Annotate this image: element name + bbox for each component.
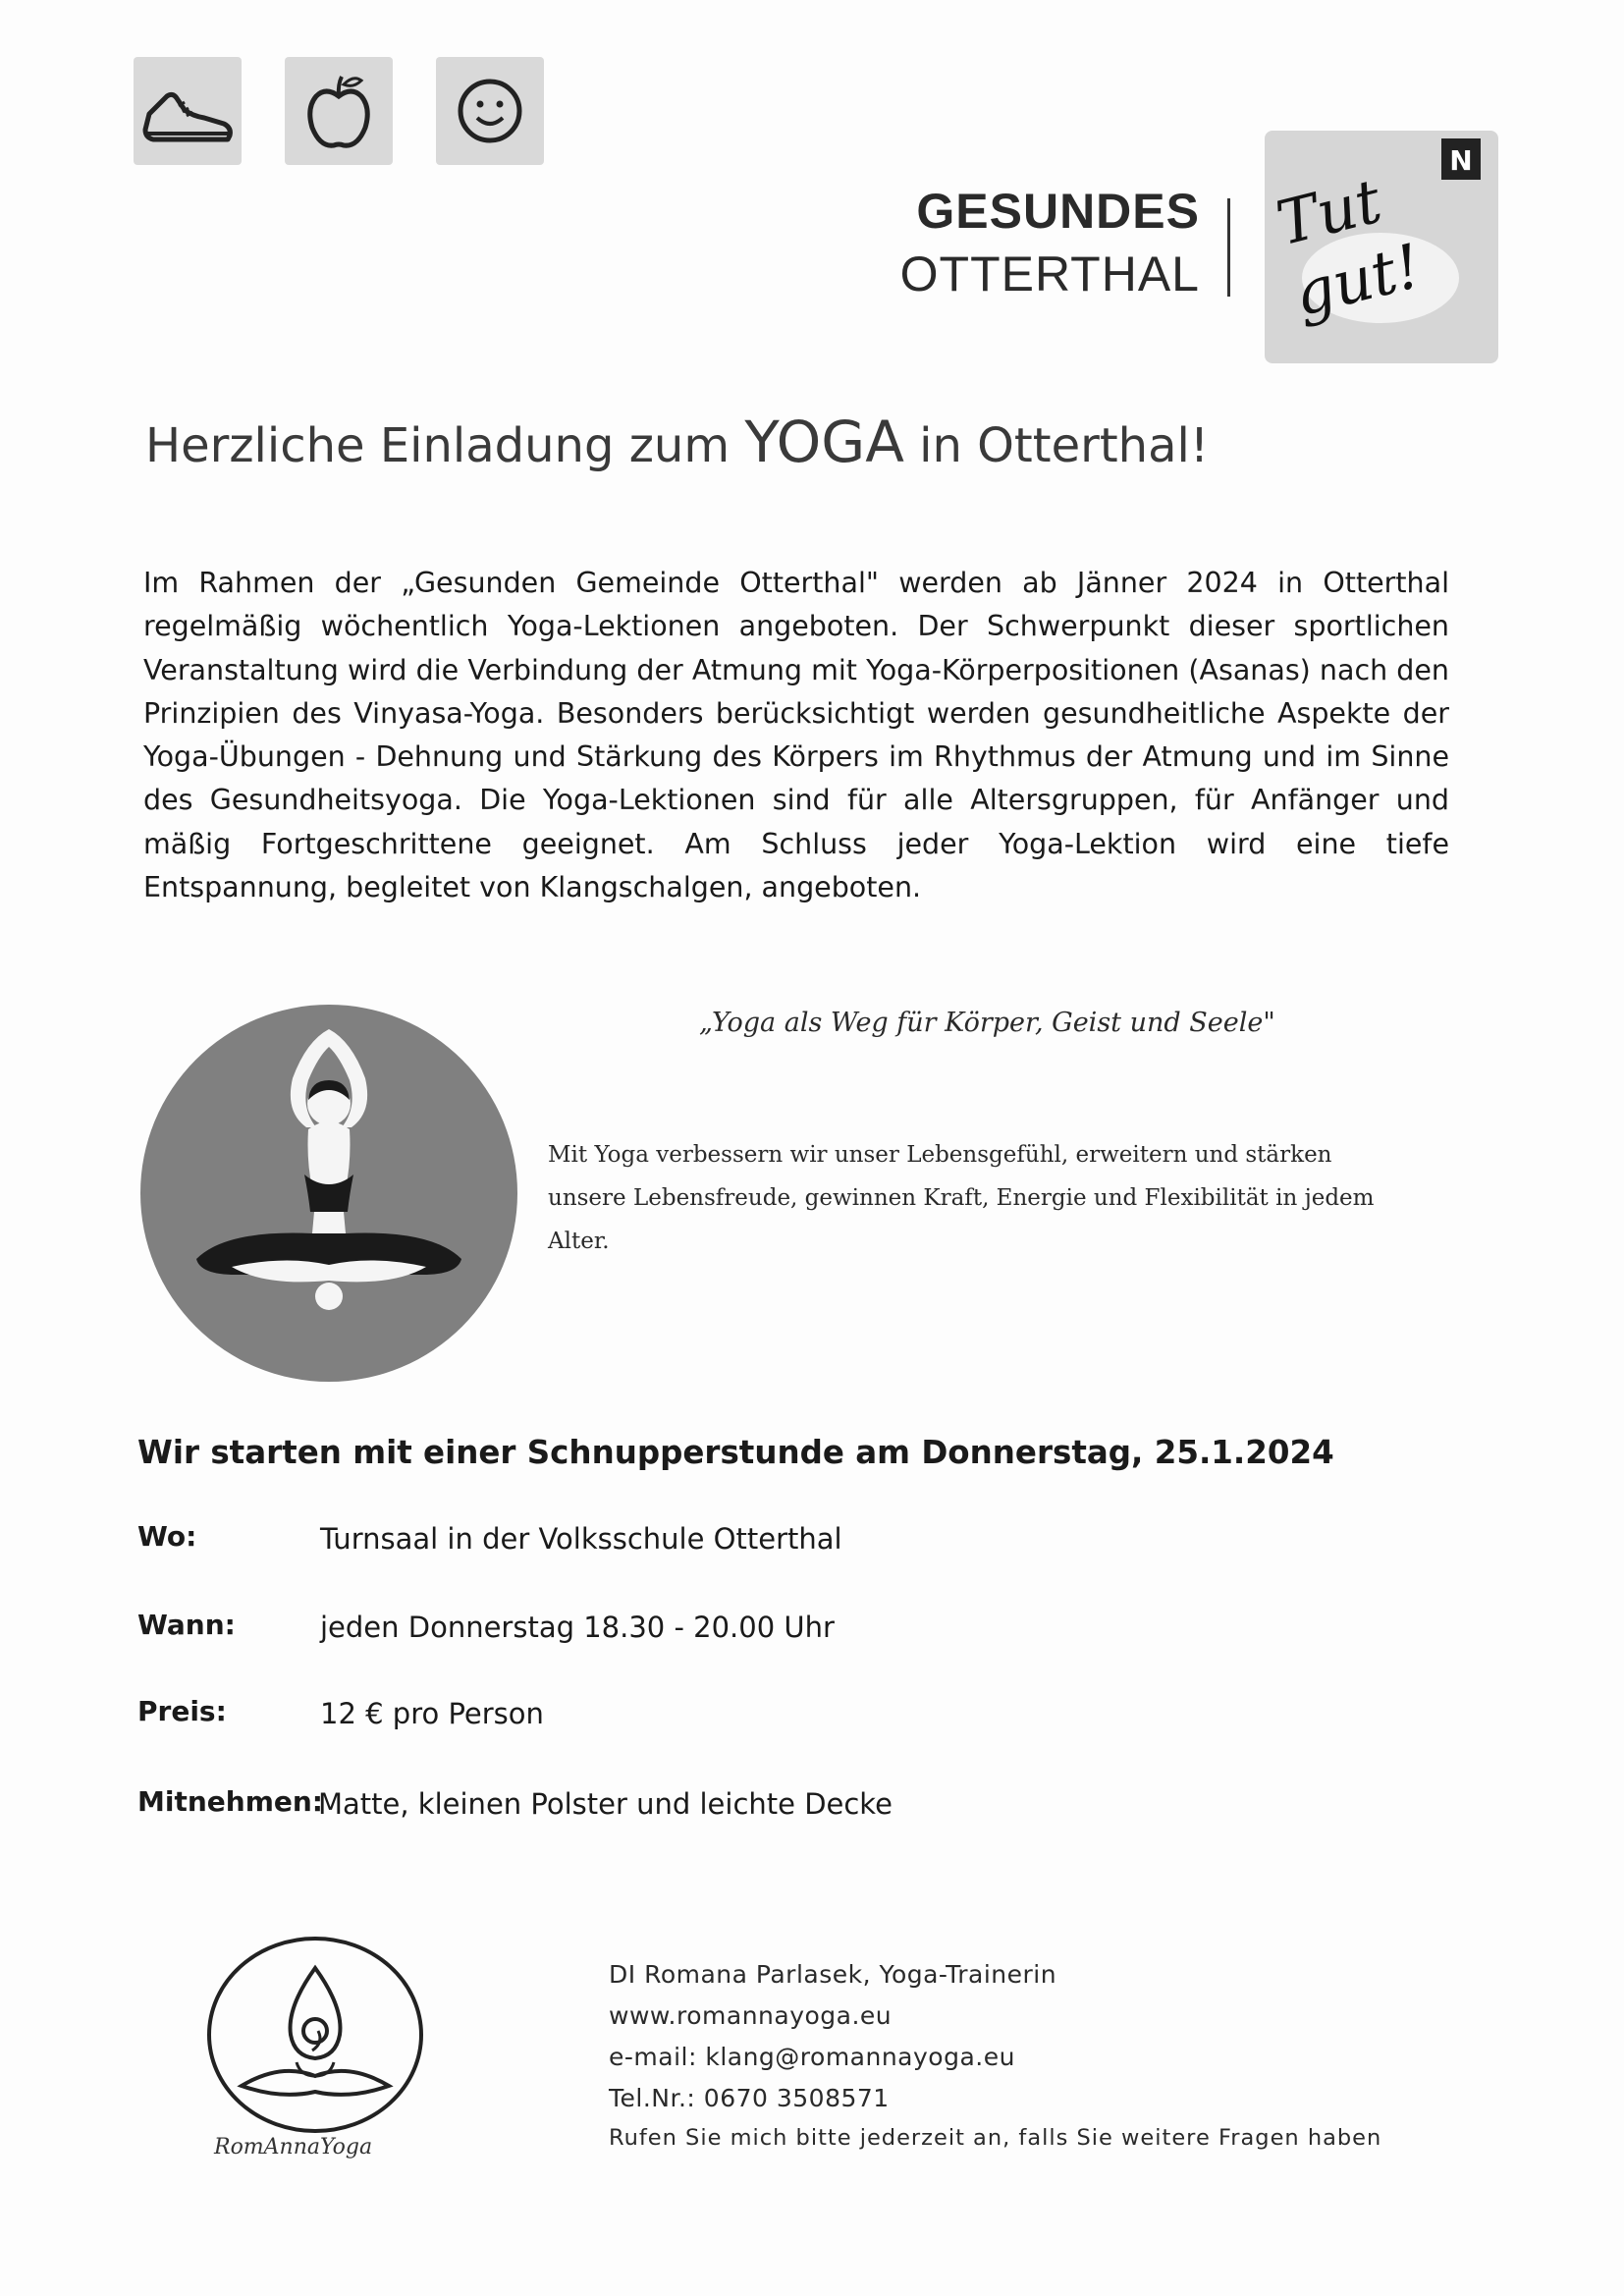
title-prefix: Herzliche Einladung zum <box>145 418 745 473</box>
contact-note: Rufen Sie mich bitte jederzeit an, falls Sie weitere Fragen haben <box>609 2125 1382 2151</box>
price-value: 12 € pro Person <box>320 1697 544 1730</box>
running-shoe-tile <box>134 57 242 165</box>
apple-icon <box>285 57 393 165</box>
yoga-pose-image <box>137 1002 520 1385</box>
contact-name: DI Romana Parlasek, Yoga-Trainerin <box>609 1960 1057 1989</box>
smiley-tile <box>436 57 544 165</box>
when-value: jeden Donnerstag 18.30 - 20.00 Uhr <box>320 1611 835 1644</box>
brand-name: RomAnnaYoga <box>214 2135 373 2159</box>
intro-paragraph: Im Rahmen der „Gesunden Gemeinde Otterthal" werden ab Jänner 2024 in Otterthal regelmäßig wöchentlich Yoga-Lektionen angeboten. Der Schwerpunkt dieser sportlichen Veranstaltung wird die Verbindung der Atmung mit Yoga-Körperpositionen (Asanas) nach den Prinzipien des Vinyasa-Yoga. Besonders berücksichtigt werden gesundheitliche Aspekte der Yoga-Übungen - Dehnung und Stärkung des Körpers im Rhythmus der Atmung und im Sinne des Gesundheitsyoga. Die Yoga-Lektionen sind für alle Altersgruppen, für Anfänger und mäßig Fortgeschrittene geeignet. Am Schluss jeder Yoga-Lektion wird eine tiefe Entspannung, begleitet von Klangschalgen, angeboten. <box>143 567 1449 904</box>
yoga-quote: „Yoga als Weg für Körper, Geist und Seele" <box>699 1008 1275 1038</box>
where-label: Wo: <box>137 1520 197 1553</box>
contact-email[interactable]: e-mail: klang@romannayoga.eu <box>609 2043 1015 2071</box>
badge-text: Tut gut! <box>1270 164 1429 331</box>
contact-phone: Tel.Nr.: 0670 3508571 <box>609 2084 890 2112</box>
start-announcement: Wir starten mit einer Schnupperstunde am Donnerstag, 25.1.2024 <box>137 1434 1334 1471</box>
contact-website[interactable]: www.romannayoga.eu <box>609 2001 893 2030</box>
page-title <box>145 409 1209 475</box>
yoga-benefits-text: Mit Yoga verbessern wir unser Lebensgefühl, erweitern und stärken unsere Lebensfreude, gewinnen Kraft, Energie und Flexibilität in jedem Alter. <box>548 1142 1375 1254</box>
title-highlight: YOGA <box>744 409 904 475</box>
logo-divider <box>1227 198 1230 297</box>
logo-line-2: OTTERTHAL <box>899 246 1200 301</box>
when-label: Wann: <box>137 1609 236 1641</box>
badge-corner-letter: N <box>1449 144 1473 177</box>
tut-gut-badge <box>1265 131 1498 363</box>
apple-tile <box>285 57 393 165</box>
logo-line-1: GESUNDES <box>916 184 1200 239</box>
running-shoe-icon <box>134 57 242 165</box>
bring-label: Mitnehmen: <box>137 1785 323 1818</box>
smiley-icon <box>436 57 544 165</box>
where-value: Turnsaal in der Volksschule Otterthal <box>320 1522 842 1556</box>
title-suffix: in Otterthal! <box>903 418 1210 473</box>
price-label: Preis: <box>137 1695 227 1727</box>
bring-value: Matte, kleinen Polster und leichte Decke <box>318 1787 893 1821</box>
